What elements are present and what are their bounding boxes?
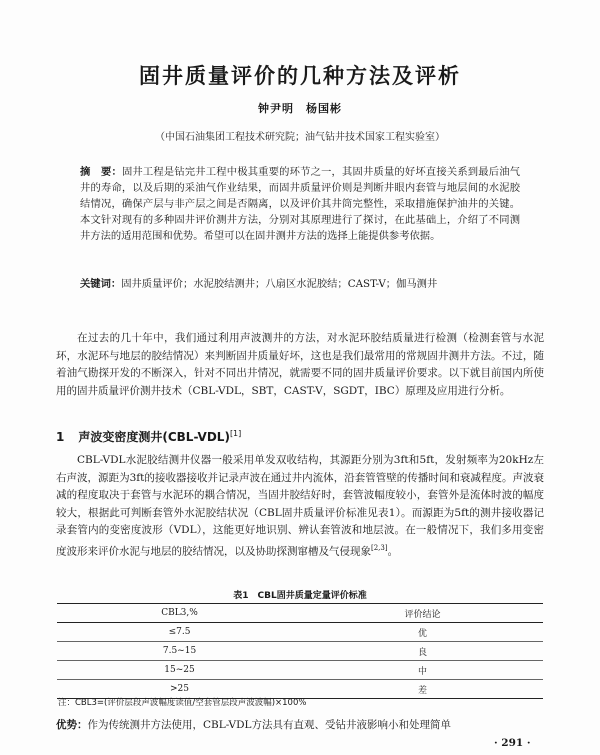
table-cell: 优	[418, 628, 428, 639]
section-title: 声波变密度测井(CBL-VDL)	[78, 430, 230, 444]
table-header-row	[57, 604, 543, 623]
table-note: 注：CBL3=(评价层段声波幅度读值/空套管层段声波波幅)×100%	[58, 698, 307, 708]
abstract	[80, 164, 520, 244]
table-cell: 良	[418, 647, 428, 658]
table-cell: ≤7.5	[168, 627, 191, 637]
table-row	[57, 642, 543, 661]
abstract-label: 摘 要：	[80, 166, 122, 178]
table-cell: 15~25	[164, 665, 195, 675]
table-header-cbl: CBL3,%	[161, 608, 198, 618]
page-number: · 291 ·	[494, 737, 531, 749]
section-heading	[56, 428, 241, 445]
cbl-table	[57, 603, 543, 699]
section-paragraph-text: CBL-VDL水泥胶结测井仪器一般采用单发双收结构，其源距分别为3ft和5ft，发射频率为20kHz左右声波，源距为3ft的接收器接收并记录声波在通过井内流体，沿套管管壁的传播时间和衰减程度。声波衰减的程度取决于套管与水泥环的耦合情况，当固井胶结好时，套管波幅度较小，套管外是流体时波的幅度较大，根据此可判断套管外水泥胶结状况（CBL固井质量评价标准见表1）。而源距为5ft的测井接收器记录套管内的变密度波形（VDL），这能更好地识别、辨认套管波和地层波。在一般情况下，我们多用变密度波形来评价水泥与地层的胶结情况，以及协助探测窜槽及气侵现象	[56, 454, 544, 558]
authors: 钟尹明 杨国彬	[258, 102, 342, 115]
keywords	[80, 276, 520, 292]
section-number: 1	[56, 430, 65, 444]
section-paragraph-end: 。	[387, 545, 399, 558]
table-row	[57, 623, 543, 642]
section-paragraph	[56, 452, 544, 561]
keywords-text: 固井质量评价；水泥胶结测井；八扇区水泥胶结；CAST-V；伽马测井	[121, 278, 438, 290]
section-ref: [1]	[229, 429, 242, 438]
keywords-label: 关键词：	[80, 278, 122, 290]
affiliation: （中国石油集团工程技术研究院；油气钻井技术国家工程实验室）	[155, 132, 445, 143]
advantage-text: 作为传统测井方法使用，CBL-VDL方法具有直观、受钻井液影响小和处理简单	[87, 719, 451, 731]
intro-paragraph: 在过去的几十年中，我们通过利用声波测井的方法，对水泥环胶结质量进行检测（检测套管与水泥环，水泥环与地层的胶结情况）来判断固井质量好坏，这也是我们最常用的常规固井测井方法。不过，随着油气勘探开发的不断深入，针对不同出井情况，就需要不同的固井质量评价要求。以下就目前国内所使用的固井质量评价测井技术（CBL-VDL，SBT，CAST-V，SGDT，IBC）原理及应用进行分析。	[56, 332, 544, 397]
abstract-text: 固井工程是钻完井工程中极其重要的环节之一，其固井质量的好坏直接关系到最后油气井的寿命，以及后期的采油气作业结果，而固井质量评价则是判断井眼内套管与地层间的水泥胶结情况，确保产层与非产层之间是否隔离，以及评价其井筒完整性，采取措施保护油井的关键。本文针对现有的多种固井评价测井方法，分别对其原理进行了探讨，在此基础上，介绍了不同测井方法的适用范围和优势。希望可以在固井测井方法的选择上能提供参考依据。	[80, 166, 521, 242]
table-cell: 中	[418, 666, 428, 677]
advantage-paragraph	[56, 717, 544, 734]
table-cell: 7.5~15	[162, 646, 197, 656]
paper-title: 固井质量评价的几种方法及评析	[139, 64, 461, 88]
table-cell: >25	[170, 684, 190, 694]
table-row	[57, 661, 543, 680]
table-caption: 表1 CBL固井质量定量评价标准	[233, 591, 367, 601]
table-cell: 差	[418, 685, 428, 696]
section-paragraph-ref: [2,3]	[371, 543, 388, 552]
table-header-result: 评价结论	[404, 609, 441, 620]
advantage-label: 优势：	[56, 719, 88, 731]
